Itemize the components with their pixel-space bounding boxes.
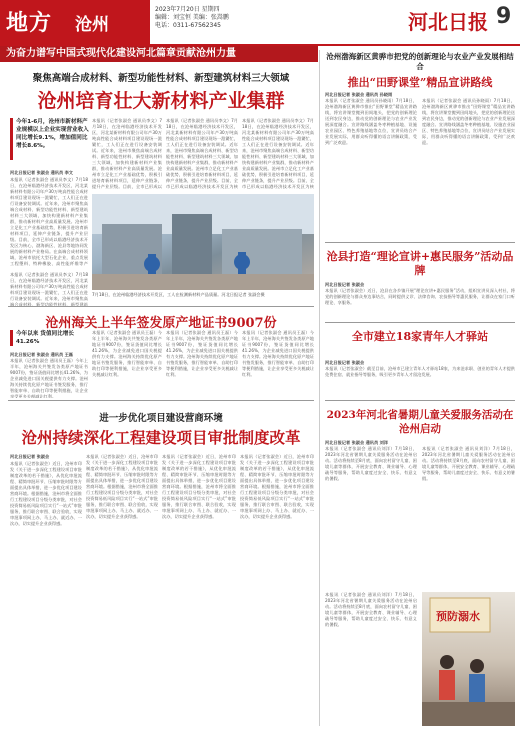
article1-body-col2: 本报讯（记者张淑会 通讯员李文）7月18日，在沧州临港经济技术开发区，河北某新材料有限公司年产30万吨高性能合成材料项目建设现场一派繁忙，工人们正在进行设备安装调试。近年来，沧州市聚焦高端合成材料、新型功能性材料、新型建筑材料三大领域，加快构建新材料产业集群，推动新材料产业高质量发展。沧州市立足化工产业基础优势，积极引进培育新材料项目，延伸产业链条，提升产业层级。目前，全市已形成以 [92,118,162,189]
photo-sign-text: 预防溺水 [436,610,480,623]
article2-body-col4: 本报讯（记者张淑会 通讯员王磊）今年上半年，沧州海关共签发各类原产地证书9007份，签证货值同比增长41.26%，为企业减免进口国关税提供有力支撑。沧州海关持续优化原产地证书签发服务，推行智能审单、自助打印等便利措施，让企业享受更多关税减让红利。 [242,330,314,377]
right4-photo [422,592,515,726]
right1-body-col2: 本报讯（记者张淑会 通讯员孙晓雨）7月18日，沧州渤海新区黄骅市推出“田野课堂”精品宣讲路线，将宣讲课堂搬到田间地头，把党的创新理论送到农民身边，推动党的创新理论与农业产业发展深度融合。宣讲路线涵盖冬枣种植基地、设施农业园区、特色养殖基地等点位，宣讲员结合产业发展实际，用群众听得懂的语言讲解政策，受到广泛欢迎。 [422,98,515,145]
divider [325,322,515,323]
article2-headline: 沧州海关上半年签发原产地证书9007份 [45,316,277,331]
lead-marker [10,118,13,160]
right1-byline: 河北日报记者 张淑会 通讯员 孙晓雨 [325,92,393,97]
article1-body-col1b: 本报讯（记者张淑会 通讯员李文）7月18日，在沧州临港经济技术开发区，河北某新材料有限公司年产30万吨高性能合成材料项目建设现场一派繁忙，工人们正在进行设备安装调试。近年来，沧州市聚焦高端合成材料、新型功能性材料、新型建筑 [10,272,88,306]
right3-byline: 河北日报记者 张淑会 [325,360,365,365]
article1-body-col4: 本报讯（记者张淑会 通讯员李文）7月18日，在沧州临港经济技术开发区，河北某新材料有限公司年产30万吨高性能合成材料项目建设现场一派繁忙，工人们正在进行设备安装调试。近年来，沧州市聚焦高端合成材料、新型功能性材料、新型建筑材料三大领域，加快构建新材料产业集群，推动新材料产业高质量发展。沧州市立足化工产业基础优势，积极引进培育新材料项目，延伸产业链条，提升产业层级。目前，全市已形成以临港经济技术开发区为核 [242,118,314,189]
right4-byline: 河北日报记者 张淑会 通讯员 刘洋 [325,440,388,445]
article3-headline: 沧州持续深化工程建设项目审批制度改革 [21,428,301,447]
right4-body-col1: 本报讯（记者张淑会 通讯员刘洋）7月18日，2023年河北省暑期儿童关爱服务活动在沧州启动。活动将持续至8月底，面向农村留守儿童、困境儿童等群体，开展安全教育、课业辅导、心理疏导等服务，帮助儿童度过安全、快乐、有意义的暑假。 [325,446,417,481]
date-info [155,6,229,30]
right2-body: 本报讯（记者张淑会）近日，沧县在各乡镇开展“理论宣讲+惠民服务”活动，组织宣讲员深入村社，将党的创新理论与群众身边事结合，同时提供义诊、法律咨询、农技指导等惠民服务，让群众在家门口听理论、享服务。 [325,288,515,305]
city-name: 沧州 [75,15,109,35]
article2-body-col1: 本报讯（记者张淑会 通讯员王磊）今年上半年，沧州海关共签发各类原产地证书9007份，签证货值同比增长41.26%，为企业减免进口国关税提供有力支撑。沧州海关持续优化原产地证书签发服务，推行智能审单、自助打印等便利措施，让企业享受更多关税减让红利。 [10,358,88,398]
right4-body-col1b: 本报讯（记者张淑会 通讯员刘洋）7月18日，2023年河北省暑期儿童关爱服务活动在沧州启动。活动将持续至8月底，面向农村留守儿童、困境儿童等群体，开展安全教育、课业辅导、心理疏导等服务，帮助儿童度过安全、快乐、有意义的暑假。 [325,592,417,627]
article2-subtitle: 货值同比增长41.26% [16,331,74,345]
article1-lead: 今年1-6月，沧州市新材料产业规模以上企业实现营业收入同比增长9.1%，增加值同比增长8.6%。 [16,119,89,149]
article3-byline: 河北日报记者 张淑会 [10,454,50,459]
date-line: 2023年7月20日 星期四 [155,6,220,13]
article1-headline: 沧州培育壮大新材料产业集群 [37,90,285,112]
article1-body-col3: 本报讯（记者张淑会 通讯员李文）7月18日，在沧州临港经济技术开发区，河北某新材料有限公司年产30万吨高性能合成材料项目建设现场一派繁忙，工人们正在进行设备安装调试。近年来，沧州市聚焦高端合成材料、新型功能性材料、新型建筑材料三大领域，加快构建新材料产业集群，推动新材料产业高质量发展。沧州市立足化工产业基础优势，积极引进培育新材料项目，延伸产业链条，提升产业层级。目前，全市已形成以临港经济技术开发区为核 [166,118,238,189]
article3-body-col4: 本报讯（记者张淑会）近日，沧州市印发《关于进一步深化工程建设项目审批制度改革的若干措施》，从优化审批流程、精简审批环节、压缩审批时限等方面提出具体举措，进一步优化项目建设营商环境。根据措施，沧州市将全面推行工程建设项目分级分类审批，对社会投资简易低风险项目实行“一站式”审批服务，推行联合审图、联合验收，实现审批事项网上办、马上办、就近办、一次办，切实提升企业获得感。 [240,454,314,519]
right4-body-col2: 本报讯（记者张淑会 通讯员刘洋）7月18日，2023年河北省暑期儿童关爱服务活动在沧州启动。活动将持续至8月底，面向农村留守儿童、困境儿童等群体，开展安全教育、课业辅导、心理疏导等服务，帮助儿童度过安全、快乐、有意义的暑假。 [422,446,515,481]
right4-headline: 2023年河北省暑期儿童关爱服务活动在沧州启动 [326,409,514,435]
divider [8,306,314,307]
right3-body: 本报讯（记者张淑会）截至目前，沧州市已建立青年人才驿站18家，为来沧求职、创业的青年人才提供免费住宿、就业指导等服务，吸引更多青年人才留沧发展。 [325,366,515,377]
right1-subheadline: 推出“田野课堂”精品宣讲路线 [347,76,493,89]
right1-body-col1: 本报讯（记者张淑会 通讯员孙晓雨）7月18日，沧州渤海新区黄骅市推出“田野课堂”精品宣讲路线，将宣讲课堂搬到田间地头，把党的创新理论送到农民身边，推动党的创新理论与农业产业发展深度融合。宣讲路线涵盖冬枣种植基地、设施农业园区、特色养殖基地等点位，宣讲员结合产业发展实际，用群众听得懂的语言讲解政策，受到广泛欢迎。 [325,98,417,145]
article2-sub [16,330,88,346]
article2-body-col2: 本报讯（记者张淑会 通讯员王磊）今年上半年，沧州海关共签发各类原产地证书9007份，签证货值同比增长41.26%，为企业减免进口国关税提供有力支撑。沧州海关持续优化原产地证书签发服务，推行智能审单、自助打印等便利措施，让企业享受更多关税减让红利。 [92,330,162,377]
right2-headline: 沧县打造“理论宣讲+惠民服务”活动品牌 [326,250,514,277]
article1-kicker: 聚焦高端合成材料、新型功能性材料、新型建筑材料三大领域 [32,73,290,84]
factory-scene-illustration [92,194,314,290]
page-number: 9 [496,4,512,29]
article2-body-col3: 本报讯（记者张淑会 通讯员王磊）今年上半年，沧州海关共签发各类原产地证书9007份，签证货值同比增长41.26%，为企业减免进口国关税提供有力支撑。沧州海关持续优化原产地证书签发服务，推行智能审单、自助打印等便利措施，让企业享受更多关税减让红利。 [166,330,238,377]
banner-slogan: 为奋力谱写中国式现代化建设河北篇章贡献沧州力量 [0,46,318,62]
article2-byline: 河北日报记者 张淑会 通讯员 王磊 [10,352,73,357]
right1-headline: 沧州渤海新区黄骅市把党的创新理论与农业产业发展相结合 [326,52,514,71]
lead-marker [10,330,13,346]
section-name: 地方 [6,10,53,36]
article1-body-col1: 本报讯（记者张淑会 通讯员李文）7月18日，在沧州临港经济技术开发区，河北某新材料有限公司年产30万吨高性能合成材料项目建设现场一派繁忙，工人们正在进行设备安装调试。近年来，沧州市聚焦高端合成材料、新型功能性材料、新型建筑材料三大领域，加快构建新材料产业集群，推动新材料产业高质量发展。沧州市立足化工产业基础优势，积极引进培育新材料项目，延伸产业链条，提升产业层级。目前，全市已形成以临港经济技术开发区为核心，渤海新区、沧县等地协同发展的新材料产业格局。在高端合成材料领域，沧州市依托大型石化企业，重点发展工程塑料、特种橡胶、高性能纤维等产 [10,177,88,266]
paper-logo: 河北日报 [408,10,488,34]
divider [325,242,515,243]
article3-body-col1: 本报讯（记者张淑会）近日，沧州市印发《关于进一步深化工程建设项目审批制度改革的若干措施》，从优化审批流程、精简审批环节、压缩审批时限等方面提出具体举措，进一步优化项目建设营商环境。根据措施，沧州市将全面推行工程建设项目分级分类审批，对社会投资简易低风险项目实行“一站式”审批服务，推行联合审图、联合验收，实现审批事项网上办、马上办、就近办、一次办，切实提升企业获得感。 [10,461,82,526]
divider [8,400,314,401]
right3-headline: 全市建立18家青年人才驿站 [351,330,489,343]
article2-kicker: 今年以来 [16,331,39,337]
divider [325,400,515,401]
article1-photo [92,194,314,290]
phone-line: 电话：0311-67562345 [155,22,221,29]
children-activity-illustration [422,592,515,726]
right2-byline: 河北日报记者 张淑会 [325,282,365,287]
article3-body-col3: 本报讯（记者张淑会）近日，沧州市印发《关于进一步深化工程建设项目审批制度改革的若干措施》，从优化审批流程、精简审批环节、压缩审批时限等方面提出具体举措，进一步优化项目建设营商环境。根据措施，沧州市将全面推行工程建设项目分级分类审批，对社会投资简易低风险项目实行“一站式”审批服务，推行联合审图、联合验收，实现审批事项网上办、马上办、就近办、一次办，切实提升企业获得感。 [162,454,236,519]
article3-kicker: 进一步优化项目建设营商环境 [99,413,223,424]
editor-line: 编辑：刘宝恒 美编：张嵩鹏 [155,14,229,21]
article1-photo-caption: 7月18日，在沧州临港经济技术开发区，工人在检测新材料产品质量。河北日报记者 张淑会摄 [92,292,265,297]
article3-body-col2: 本报讯（记者张淑会）近日，沧州市印发《关于进一步深化工程建设项目审批制度改革的若干措施》，从优化审批流程、精简审批环节、压缩审批时限等方面提出具体举措，进一步优化项目建设营商环境。根据措施，沧州市将全面推行工程建设项目分级分类审批，对社会投资简易低风险项目实行“一站式”审批服务，推行联合审图、联合验收，实现审批事项网上办、马上办、就近办、一次办，切实提升企业获得感。 [86,454,158,519]
column-divider [319,50,320,726]
article1-byline: 河北日报记者 张淑会 通讯员 李文 [10,170,73,175]
